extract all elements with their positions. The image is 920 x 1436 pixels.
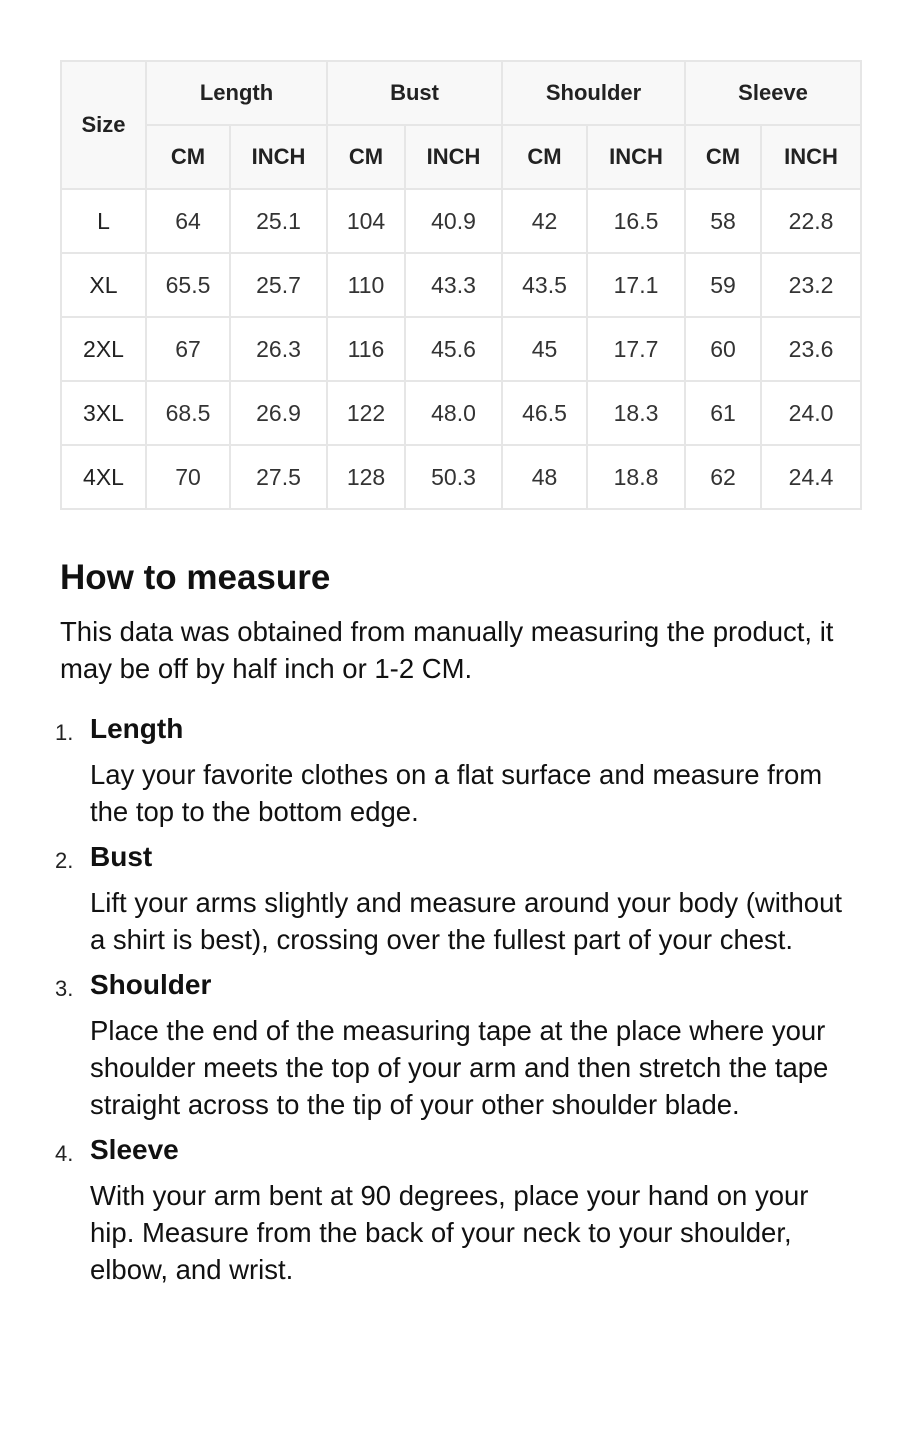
table-cell: 23.2 <box>761 253 861 317</box>
table-cell: 46.5 <box>502 381 587 445</box>
list-item <box>55 710 860 830</box>
step-description: Place the end of the measuring tape at the place where your shoulder meets the top of your arm and then stretch the tape straight across to the tip of your other shoulder blade. <box>90 1015 829 1120</box>
table-cell: 16.5 <box>587 189 685 253</box>
table-cell: 27.5 <box>230 445 327 509</box>
table-cell: 26.3 <box>230 317 327 381</box>
table-cell: 61 <box>685 381 761 445</box>
table-cell: 18.3 <box>587 381 685 445</box>
table-cell: 17.7 <box>587 317 685 381</box>
unit-header: CM <box>685 125 761 189</box>
shoulder-group-header: Shoulder <box>502 61 685 125</box>
unit-header: CM <box>146 125 230 189</box>
table-row <box>61 445 861 509</box>
table-row <box>61 253 861 317</box>
size-cell: XL <box>61 253 146 317</box>
step-description: With your arm bent at 90 degrees, place your hand on your hip. Measure from the back of your neck to your shoulder, elbow, and wrist. <box>90 1180 809 1285</box>
table-cell: 42 <box>502 189 587 253</box>
size-column-header: Size <box>61 61 146 189</box>
table-cell: 60 <box>685 317 761 381</box>
table-cell: 64 <box>146 189 230 253</box>
list-item <box>55 966 860 1123</box>
table-cell: 43.3 <box>405 253 502 317</box>
table-cell: 48 <box>502 445 587 509</box>
table-cell: 24.0 <box>761 381 861 445</box>
step-title-length: Length <box>90 713 184 744</box>
step-number: 2. <box>55 848 74 873</box>
list-item <box>55 838 860 958</box>
unit-header: CM <box>327 125 405 189</box>
unit-header: INCH <box>230 125 327 189</box>
step-number: 4. <box>55 1141 74 1166</box>
table-cell: 116 <box>327 317 405 381</box>
step-description: Lift your arms slightly and measure around your body (without a shirt is best), crossing over the fullest part of your chest. <box>90 887 843 955</box>
size-cell: L <box>61 189 146 253</box>
bust-group-header: Bust <box>327 61 502 125</box>
step-description: Lay your favorite clothes on a flat surface and measure from the top to the bottom edge. <box>90 759 823 827</box>
intro-paragraph: This data was obtained from manually measuring the product, it may be off by half inch or 1-2 CM. <box>60 616 834 684</box>
size-chart-table <box>60 60 862 510</box>
table-row <box>61 189 861 253</box>
size-cell: 2XL <box>61 317 146 381</box>
step-number: 1. <box>55 720 74 745</box>
size-cell: 4XL <box>61 445 146 509</box>
table-cell: 22.8 <box>761 189 861 253</box>
sleeve-group-header: Sleeve <box>685 61 861 125</box>
unit-header: CM <box>502 125 587 189</box>
table-cell: 40.9 <box>405 189 502 253</box>
table-cell: 43.5 <box>502 253 587 317</box>
table-cell: 25.7 <box>230 253 327 317</box>
size-cell: 3XL <box>61 381 146 445</box>
length-group-header: Length <box>146 61 327 125</box>
table-cell: 104 <box>327 189 405 253</box>
table-cell: 24.4 <box>761 445 861 509</box>
table-row <box>61 317 861 381</box>
how-to-measure-heading: How to measure <box>60 558 331 597</box>
table-row <box>61 381 861 445</box>
unit-header: INCH <box>761 125 861 189</box>
step-number: 3. <box>55 976 74 1001</box>
table-cell: 50.3 <box>405 445 502 509</box>
table-cell: 59 <box>685 253 761 317</box>
table-cell: 45 <box>502 317 587 381</box>
size-guide-page <box>55 60 860 1285</box>
step-title-bust: Bust <box>90 841 153 872</box>
table-header-row-units <box>61 125 861 189</box>
list-item <box>55 1131 860 1288</box>
table-cell: 26.9 <box>230 381 327 445</box>
table-cell: 48.0 <box>405 381 502 445</box>
table-cell: 17.1 <box>587 253 685 317</box>
table-cell: 58 <box>685 189 761 253</box>
unit-header: INCH <box>405 125 502 189</box>
table-cell: 62 <box>685 445 761 509</box>
unit-header: INCH <box>587 125 685 189</box>
table-cell: 128 <box>327 445 405 509</box>
table-cell: 45.6 <box>405 317 502 381</box>
table-cell: 110 <box>327 253 405 317</box>
table-cell: 122 <box>327 381 405 445</box>
table-cell: 70 <box>146 445 230 509</box>
table-cell: 23.6 <box>761 317 861 381</box>
table-header-row-groups <box>61 61 861 125</box>
step-title-sleeve: Sleeve <box>90 1134 179 1165</box>
table-cell: 25.1 <box>230 189 327 253</box>
measurement-steps-list <box>55 710 860 1296</box>
table-cell: 68.5 <box>146 381 230 445</box>
step-title-shoulder: Shoulder <box>90 969 212 1000</box>
table-cell: 65.5 <box>146 253 230 317</box>
table-cell: 18.8 <box>587 445 685 509</box>
table-cell: 67 <box>146 317 230 381</box>
